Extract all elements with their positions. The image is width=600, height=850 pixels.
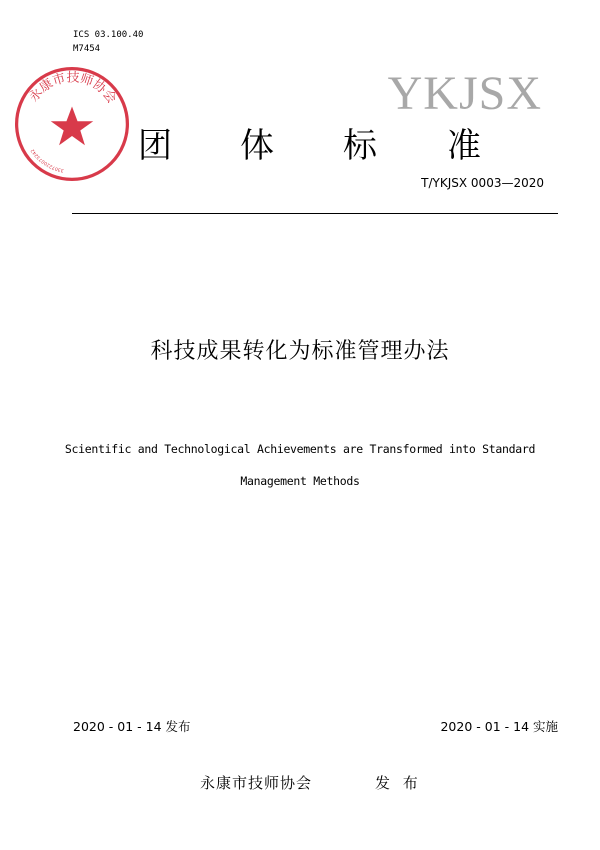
type-char: 准: [447, 126, 481, 166]
divider: [72, 213, 558, 214]
type-char: 标: [343, 126, 377, 166]
seal-text: 永康市技师协会: [26, 70, 119, 107]
official-seal-icon: [12, 64, 132, 184]
title-chinese: 科技成果转化为标准管理办法: [150, 339, 450, 364]
ics-code: ICS 03.100.40: [73, 30, 144, 40]
title-english-line2: Management Methods: [240, 474, 360, 488]
implementation-date: 2020 - 01 - 14 实施: [440, 719, 558, 734]
issue-date: 2020 - 01 - 14 发布: [73, 719, 191, 734]
publisher: 永康市技师协会: [200, 774, 313, 792]
type-char: 体: [240, 126, 274, 166]
standard-code: T/YKJSX 0003—2020: [421, 176, 544, 190]
title-english-line1: Scientific and Technological Achievements are Transformed into Standard: [64, 442, 536, 456]
organization-logo: YKJSX: [387, 67, 542, 120]
publish-label: 发 布: [375, 774, 422, 792]
type-char: 团: [138, 126, 172, 166]
seal-number: 3307220073242: [30, 147, 65, 173]
classification-code: M7454: [73, 44, 101, 54]
